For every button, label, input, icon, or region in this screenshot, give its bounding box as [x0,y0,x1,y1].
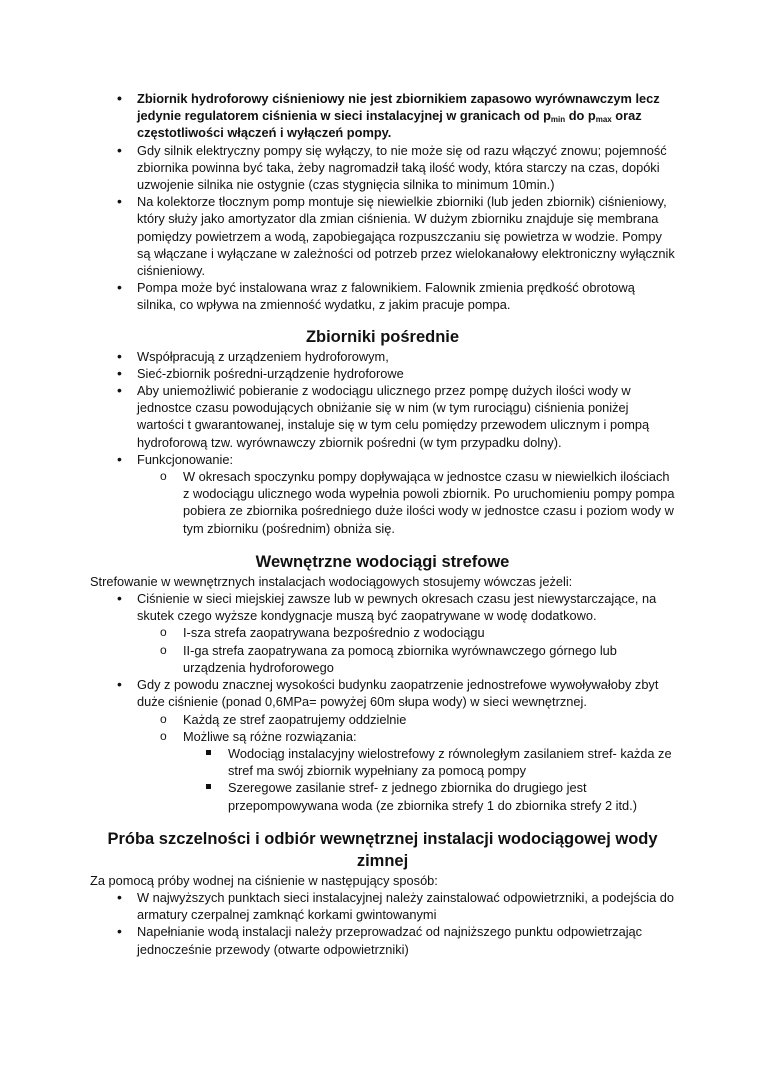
sub-list-item [90,711,675,728]
bullet-icon: • [117,676,122,693]
list-item-text: Wodociąg instalacyjny wielostrefowy z równoległym zasilaniem stref- każda ze stref ma swój zbiornik wypełniany za pomocą pompy [228,745,672,779]
list-item-text: W okresach spoczynku pompy dopływająca w jednostce czasu w niewielkich ilościach z wodociągu ulicznego woda wypełnia powoli zbiornik. Po uruchomieniu pompy pompa pobiera ze zbiornika pośredniego duże ilości wody w jednostce czasu i poziom wody w tym zbiorniku (pośrednim) obniża się. [183,469,675,536]
list-item [90,279,675,313]
list-item-text: Możliwe są różne rozwiązania: [183,728,357,744]
list-item-text: II-ga strefa zaopatrywana za pomocą zbiornika wyrównawczego górnego lub urządzenia hydroforowego [183,642,617,675]
circle-bullet-icon: o [160,469,167,484]
list-item [90,889,675,923]
bullet-icon: • [117,382,122,399]
document-content [90,90,675,958]
sub-sub-list-item [90,745,675,779]
bullet-icon: • [117,347,122,364]
list-item-text: Współpracują z urządzeniem hydroforowym, [137,348,389,364]
list-item-text: Pompa może być instalowana wraz z falownikiem. Falownik zmienia prędkość obrotową silnika, co wpływa na zmienność wydatku, z jakim pracuje pompa. [137,280,635,313]
sub-list-item [90,468,675,537]
list-item [90,676,675,710]
list-item-text: Zbiornik hydroforowy ciśnieniowy nie jest zbiornikiem zapasowo wyrównawczym lecz jedynie regulatorem ciśnienia w sieci instalacyjnej w granicach od $p_{min}$ do $p_{max}$ oraz częstotliwości włączeń i wyłączeń pompy. [137,91,660,141]
bullet-list-zones [90,590,675,814]
circle-bullet-icon: o [160,625,167,640]
section-intro: Za pomocą próby wodnej na ciśnienie w następujący sposób: [90,872,438,888]
bullet-icon: • [117,590,122,607]
circle-bullet-icon: o [160,711,167,726]
circle-bullet-icon: o [160,642,167,657]
circle-bullet-icon: o [160,728,167,743]
list-item [90,590,675,624]
bullet-icon: • [117,279,122,296]
square-bullet-icon [206,784,211,789]
list-item-text: Aby uniemożliwić pobieranie z wodociągu ulicznego przez pompę dużych ilości wody w jednostce czasu powodujących obniżanie się w nim (w tym rurociągu) ciśnienia poniżej wartości t gwarantowanej, instaluje się w tym celu pomiędzy przewodem ulicznym i pompą hydroforową tzw. wyrównawczy zbiornik pośredni (w tym przypadku dolny). [137,383,650,450]
bullet-icon: • [117,923,122,940]
list-item-text: Sieć-zbiornik pośredni-urządzenie hydroforowe [137,365,404,381]
square-bullet-icon [206,750,211,755]
sub-list-item [90,728,675,745]
sub-list-item [90,642,675,676]
list-item-text: Ciśnienie w sieci miejskiej zawsze lub w pewnych okresach czasu jest niewystarczające, na skutek czego wyższe kondygnacje muszą być zaopatrywane w wodę dodatkowo. [137,591,657,624]
list-item-text: Gdy silnik elektryczny pompy się wyłączy, to nie może się od razu włączyć znowu; pojemność zbiornika powinna być taka, żeby nagromadził taką ilość wody, która starczy na czas, dopóki uzwojenie silnika nie ostygnie (czas stygnięcia silnika to minimum 10min.) [137,142,667,193]
bullet-icon: • [117,141,122,158]
list-item-text: Każdą ze stref zaopatrujemy oddzielnie [183,711,407,727]
list-item-text: Gdy z powodu znacznej wysokości budynku zaopatrzenie jednostrefowe wywoływałoby zbyt duże ciśnienie (ponad 0,6MPa= powyżej 60m słupa wody) w sieci wewnętrznej. [137,677,659,710]
bullet-icon: • [117,90,122,106]
heading-zbiorniki-posrednie: Zbiorniki pośrednie [305,327,460,346]
bullet-list-pressure-test [90,889,675,958]
sub-list-item [90,624,675,641]
heading-wodociagi-strefowe: Wewnętrzne wodociągi strefowe [255,552,510,571]
list-item [90,923,675,957]
sub-sub-list-item [90,779,675,813]
list-item-text: Na kolektorze tłocznym pomp montuje się niewielkie zbiorniki (lub jeden zbiornik) ciśnieniowy, który służy jako amortyzator dla zmian ciśnienia. W dużym zbiorniku znajduje się membrana pomiędzy powietrzem a wodą, zapobiegająca rozpuszczaniu się powietrza w wodzie. Pompy są włączane i wyłączane w zależności od potrzeb przez wielokanałowy elektroniczny wyłącznik ciśnieniowy. [137,194,675,279]
section-intro: Strefowanie w wewnętrznych instalacjach wodociągowych stosujemy wówczas jeżeli: [90,573,573,589]
list-item [90,382,675,451]
list-item [90,451,675,468]
list-item [90,348,675,365]
heading-proba-szczelnosci: Próba szczelności i odbiór wewnętrznej instalacji wodociągowej wody zimnej [107,829,658,870]
bullet-list-intermediate-tanks [90,348,675,537]
list-item-text: I-sza strefa zaopatrywana bezpośrednio z wodociągu [183,625,485,641]
list-item-text: W najwyższych punktach sieci instalacyjnej należy zainstalować odpowietrzniki, a podejścia do armatury czerpalnej zamknąć korkami gwintowanymi [137,889,675,923]
bullet-icon: • [117,450,122,467]
list-item [90,142,675,194]
bullet-list-hydrophore [90,90,675,314]
list-item [90,193,675,279]
list-item [90,90,675,142]
bullet-icon: • [117,193,122,210]
list-item-text: Napełnianie wodą instalacji należy przeprowadzać od najniższego punktu odpowietrzając jednocześnie przewody (otwarte odpowietrzniki) [137,924,643,957]
list-item [90,365,675,382]
bullet-icon: • [117,888,122,905]
list-item-text: Szeregowe zasilanie stref- z jednego zbiornika do drugiego jest przepompowywana woda (ze zbiornika strefy 1 do zbiornika strefy 2 itd.) [228,780,637,813]
list-item-text: Funkcjonowanie: [137,451,234,467]
bullet-icon: • [117,364,122,381]
